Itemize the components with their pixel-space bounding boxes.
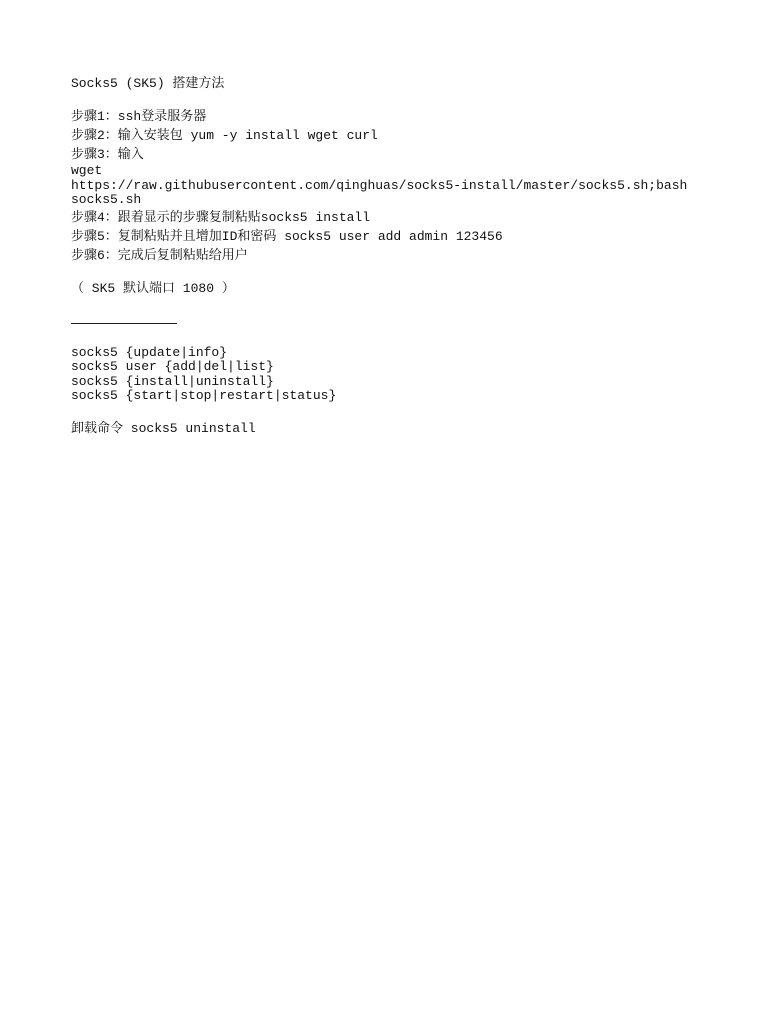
usage-line: socks5 {start|stop|restart|status} [71, 388, 337, 403]
command-line: https://raw.githubusercontent.com/qinghuas/socks5-install/master/socks5.sh;bash [71, 177, 688, 193]
spacer [71, 298, 728, 320]
step-4: 步骤4：跟着显示的步骤复制粘贴socks5 install [71, 209, 371, 225]
usage-line: socks5 user {add|del|list} [71, 359, 274, 374]
usage-line: socks5 {install|uninstall} [71, 373, 274, 389]
step-3: 步骤3：输入 [71, 147, 144, 162]
usage-line: socks5 {update|info} [71, 344, 228, 360]
step-5: 步骤5：复制粘贴并且增加ID和密码 socks5 user add admin 123456 [71, 228, 503, 244]
step-6: 步骤6：完成后复制粘贴给用户 [71, 247, 248, 263]
command-line: socks5.sh [71, 192, 142, 207]
uninstall-command: 卸载命令 socks5 uninstall [71, 420, 256, 436]
step-3-command [71, 164, 728, 208]
spacer [71, 324, 728, 346]
step-1: 步骤1：ssh登录服务器 [71, 109, 207, 124]
document-title: Socks5 (SK5) 搭建方法 [71, 76, 225, 91]
command-line: wget [71, 163, 103, 178]
usage-block [71, 346, 728, 404]
spacer [71, 93, 728, 107]
port-note: （ SK5 默认端口 1080 ） [71, 280, 235, 296]
spacer [71, 404, 728, 419]
spacer [71, 265, 728, 279]
step-2: 步骤2：输入安装包 yum -y install wget curl [71, 128, 378, 143]
